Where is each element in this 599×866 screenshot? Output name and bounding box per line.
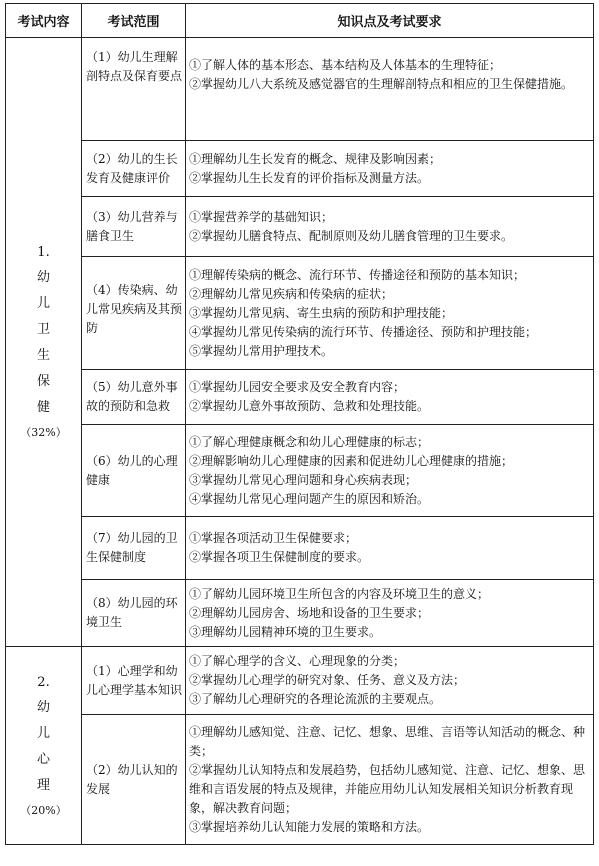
requirement-item: ①了解人体的基本形态、基本结构及人体基本的生理特征； [189, 58, 502, 72]
section-title-char: 保 [36, 374, 50, 389]
requirements-cell [186, 425, 594, 517]
table-row [6, 517, 594, 580]
requirement-item: ①理解传染病的概念、流行环节、传播途径和预防的基本知识； [189, 267, 526, 282]
section-title-char: 理 [36, 777, 50, 793]
requirement-item: ①掌握各项活动卫生保健要求； [189, 531, 358, 545]
section-content-cell [6, 38, 82, 647]
header-scope: 考试范围 [82, 4, 186, 38]
requirement-item: ④掌握幼儿常见心理问题产生的原因和矫治。 [189, 491, 430, 506]
header-requirements: 知识点及考试要求 [186, 4, 594, 38]
requirement-item: ①掌握幼儿园安全要求及安全教育内容； [189, 380, 406, 394]
section-title-char: 幼 [36, 699, 50, 715]
table-row [6, 647, 594, 715]
requirement-item: ①掌握营养学的基础知识； [189, 209, 334, 224]
requirement-item: ③掌握培养幼儿认知能力发展的策略和方法。 [189, 819, 430, 834]
requirements-cell [186, 647, 594, 715]
table-row [6, 370, 594, 425]
requirements-cell [186, 715, 594, 845]
requirement-item: ③掌握幼儿常见病、寄生虫病的预防和护理技能； [189, 305, 454, 320]
requirement-item: ②掌握幼儿膳食特点、配制原则及幼儿膳食管理的卫生要求。 [189, 228, 514, 243]
scope-cell: （3）幼儿营养与膳食卫生 [82, 197, 186, 257]
scope-cell: （1）心理学和幼儿心理学基本知识 [82, 647, 186, 715]
section-content-cell [6, 647, 82, 845]
section-number: 2. [37, 674, 50, 690]
scope-cell: （1）幼儿生理解剖特点及保育要点 [82, 38, 186, 141]
scope-cell: （7）幼儿园的卫生保健制度 [82, 517, 186, 580]
section-number: 1. [37, 245, 50, 260]
requirement-item: ③了解幼儿心理研究的各理论流派的主要观点。 [189, 692, 442, 706]
requirement-item: ②掌握幼儿意外事故预防、急救和处理技能。 [189, 399, 430, 413]
requirement-item: ③掌握幼儿常见心理问题和身心疾病表现； [189, 472, 418, 487]
scope-cell: （4）传染病、幼儿常见疾病及其预防 [82, 257, 186, 370]
section-percent: （20%） [20, 803, 67, 817]
requirement-item: ①理解幼儿感知觉、注意、记忆、想象、思维、言语等认知活动的概念、种类； [189, 724, 586, 758]
section-title-char: 心 [36, 751, 50, 767]
scope-cell: （5）幼儿意外事故的预防和急救 [82, 370, 186, 425]
requirements-cell [186, 141, 594, 197]
table-row [6, 38, 594, 141]
requirement-item: ②掌握幼儿生长发育的评价指标及测量方法。 [189, 170, 430, 185]
scope-cell: （2）幼儿的生长发育及健康评价 [82, 141, 186, 197]
requirement-item: ②掌握幼儿八大系统及感觉器官的生理解剖特点和相应的卫生保健措施。 [189, 77, 574, 91]
requirement-item: ②掌握各项卫生保健制度的要求。 [189, 550, 370, 564]
table-row [6, 197, 594, 257]
exam-syllabus-table [5, 3, 594, 845]
requirements-cell [186, 370, 594, 425]
requirements-cell [186, 38, 594, 141]
requirement-item: ①理解幼儿生长发育的概念、规律及影响因素； [189, 151, 442, 166]
requirement-item: ②理解幼儿常见疾病和传染病的症状； [189, 286, 394, 301]
requirements-cell [186, 517, 594, 580]
section-title-char: 幼 [36, 270, 50, 285]
requirement-item: ②掌握幼儿认知特点和发展趋势，包括幼儿感知觉、注意、记忆、想象、思维和言语发展的特点及规律，并能应用幼儿认知发展相关知识分析教育现象，解决教育问题； [189, 762, 586, 815]
table-row [6, 715, 594, 845]
requirement-item: ①了解心理学的含义、心理现象的分类； [189, 654, 406, 668]
requirements-cell [186, 580, 594, 647]
section-title-char: 生 [36, 348, 50, 363]
section-title-char: 儿 [36, 296, 50, 311]
requirement-item: ②掌握幼儿心理学的研究对象、任务、意义及方法； [189, 673, 466, 687]
section-title-char: 儿 [36, 725, 50, 741]
requirements-cell [186, 257, 594, 370]
scope-cell: （6）幼儿的心理健康 [82, 425, 186, 517]
requirement-item: ④掌握幼儿常见传染病的流行环节、传播途径、预防和护理技能； [189, 324, 538, 339]
table-row [6, 141, 594, 197]
section-title-char: 健 [36, 400, 50, 415]
table-row [6, 425, 594, 517]
requirement-item: ⑤掌握幼儿常用护理技术。 [189, 343, 334, 358]
table-row [6, 257, 594, 370]
scope-cell: （8）幼儿园的环境卫生 [82, 580, 186, 647]
header-content: 考试内容 [6, 4, 82, 38]
requirement-item: ①了解幼儿园环境卫生所包含的内容及环境卫生的意义； [189, 586, 490, 601]
header-row [6, 4, 594, 38]
section-percent: （32%） [20, 426, 67, 439]
scope-cell: （2）幼儿认知的发展 [82, 715, 186, 845]
requirement-item: ②理解影响幼儿心理健康的因素和促进幼儿心理健康的措施； [189, 453, 514, 468]
requirement-item: ②理解幼儿园房舍、场地和设备的卫生要求； [189, 605, 430, 620]
section-title-char: 卫 [36, 322, 50, 337]
requirement-item: ①了解心理健康概念和幼儿心理健康的标志； [189, 434, 430, 449]
requirement-item: ③理解幼儿园精神环境的卫生要求。 [189, 624, 382, 639]
requirements-cell [186, 197, 594, 257]
table-row [6, 580, 594, 647]
